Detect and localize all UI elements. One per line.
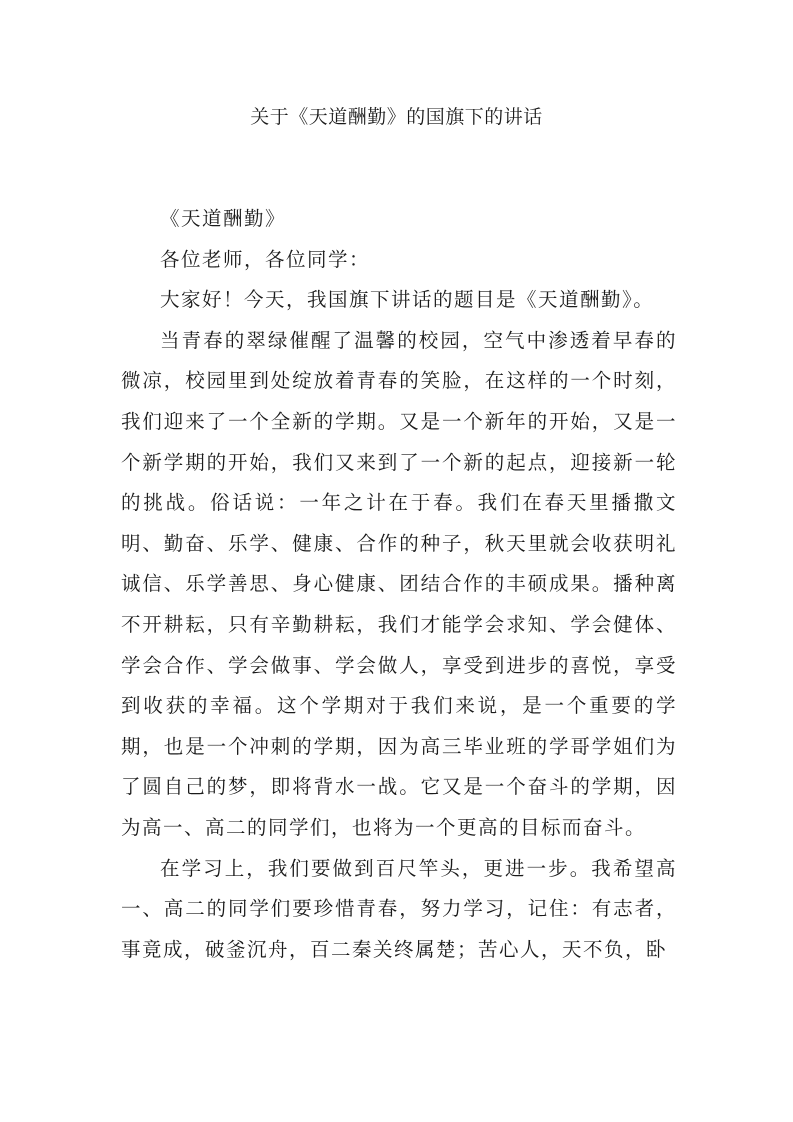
body-paragraph: 当青春的翠绿催醒了温馨的校园，空气中渗透着早春的微凉，校园里到处绽放着青春的笑脸，在这样的一个时刻，我们迎来了一个全新的学期。又是一个新年的开始，又是一个新学期的开始，我们又来到了一个新的起点，迎接新一轮的挑战。俗话说：一年之计在于春。我们在春天里播撒文明、勤奋、乐学、健康、合作的种子，秋天里就会收获明礼诚信、乐学善思、身心健康、团结合作的丰硕成果。播种离不开耕耘，只有辛勤耕耘，我们才能学会求知、学会健体、学会合作、学会做事、学会做人，享受到进步的喜悦，享受到收获的幸福。这个学期对于我们来说，是一个重要的学期，也是一个冲刺的学期，因为高三毕业班的学哥学姐们为了圆自己的梦，即将背水一战。它又是一个奋斗的学期，因为高一、高二的同学们，也将为一个更高的目标而奋斗。 bbox=[121, 328, 677, 839]
document-title: 关于《天道酬勤》的国旗下的讲话 bbox=[250, 106, 543, 128]
speech-heading-paragraph: 《天道酬勤》 bbox=[160, 207, 287, 230]
opening-paragraph: 大家好！今天，我国旗下讲话的题目是《天道酬勤》。 bbox=[160, 288, 655, 312]
document-body bbox=[121, 199, 677, 970]
body-paragraph: 在学习上，我们要做到百尺竿头，更进一步。我希望高一、高二的同学们要珍惜青春，努力学习，记住：有志者，事竟成，破釜沉舟，百二秦关终属楚；苦心人，天不负，卧 bbox=[121, 856, 677, 961]
faint-watermark-text bbox=[121, 1003, 361, 1021]
greeting-paragraph: 各位老师，各位同学： bbox=[160, 247, 371, 271]
